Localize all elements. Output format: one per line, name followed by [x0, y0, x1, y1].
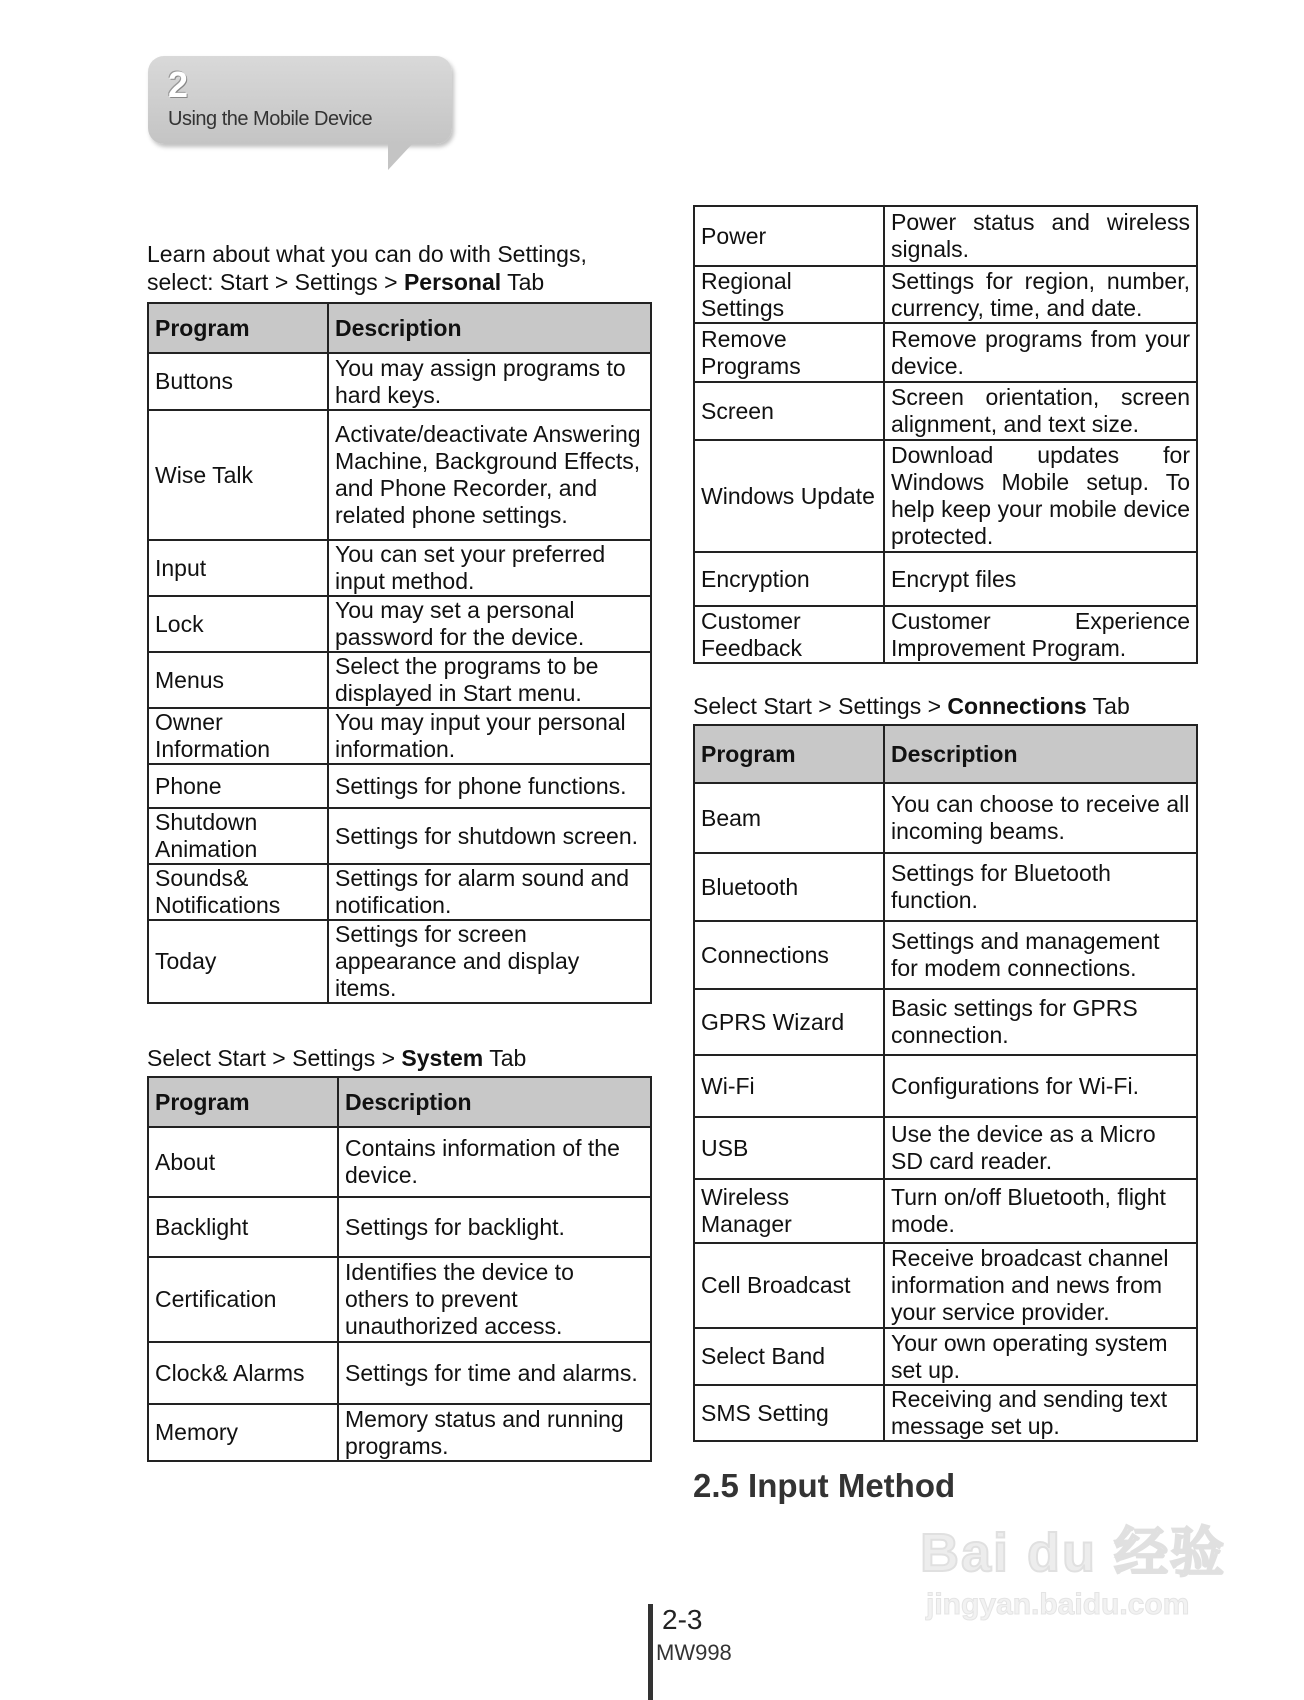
program-cell: Wireless Manager	[694, 1179, 884, 1243]
header-program: Program	[148, 303, 328, 353]
table-row	[148, 1342, 651, 1404]
personal-intro-suffix: Tab	[501, 269, 545, 295]
program-cell: Sounds& Notifications	[148, 864, 328, 920]
program-cell: Phone	[148, 764, 328, 808]
table-row	[694, 440, 1197, 552]
table-row	[694, 323, 1197, 382]
table-row	[148, 764, 651, 808]
table-row	[694, 1328, 1197, 1385]
table-row	[148, 1257, 651, 1342]
system-rows-continued	[694, 206, 1197, 663]
description-cell: Use the device as a Micro SD card reader.	[884, 1117, 1197, 1179]
watermark-url: jingyan.baidu.com	[926, 1588, 1190, 1621]
program-cell: Buttons	[148, 353, 328, 410]
table-row	[694, 606, 1197, 663]
header-program: Program	[694, 725, 884, 783]
header-description: Description	[884, 725, 1197, 783]
description-cell: Encrypt files	[884, 552, 1197, 606]
section-heading: 2.5 Input Method	[693, 1467, 956, 1504]
description-cell: Select the programs to be displayed in Start menu.	[328, 652, 651, 708]
description-cell: Turn on/off Bluetooth, flight mode.	[884, 1179, 1197, 1243]
program-cell: Encryption	[694, 552, 884, 606]
personal-rows	[148, 353, 651, 1003]
program-cell: Clock& Alarms	[148, 1342, 338, 1404]
personal-intro	[147, 240, 652, 296]
system-settings-table-continued	[693, 205, 1198, 664]
program-cell: Certification	[148, 1257, 338, 1342]
description-cell: You can set your preferred input method.	[328, 540, 651, 596]
table-row	[148, 808, 651, 864]
connections-settings-table	[693, 724, 1198, 1442]
program-cell: Select Band	[694, 1328, 884, 1385]
description-cell: Contains information of the device.	[338, 1127, 651, 1197]
program-cell: Shutdown Animation	[148, 808, 328, 864]
table-row	[694, 266, 1197, 323]
program-cell: Customer Feedback	[694, 606, 884, 663]
description-cell: Remove programs from your device.	[884, 323, 1197, 382]
table-row	[694, 1243, 1197, 1328]
description-cell: Customer Experience Improvement Program.	[884, 606, 1197, 663]
table-row	[148, 596, 651, 652]
program-cell: Power	[694, 206, 884, 266]
description-cell: Settings and management for modem connections.	[884, 921, 1197, 989]
system-caption-bold: System	[401, 1045, 484, 1071]
table-row	[148, 1127, 651, 1197]
spacer	[693, 664, 1198, 692]
table-row	[148, 1197, 651, 1257]
description-cell: Settings for backlight.	[338, 1197, 651, 1257]
description-cell: Memory status and running programs.	[338, 1404, 651, 1461]
table-row	[148, 920, 651, 1003]
system-caption-prefix: Select Start > Settings >	[147, 1045, 402, 1071]
program-cell: Menus	[148, 652, 328, 708]
description-cell: Settings for Bluetooth function.	[884, 853, 1197, 921]
personal-intro-prefix: select: Start > Settings >	[147, 269, 404, 295]
header-description: Description	[328, 303, 651, 353]
program-cell: Wi-Fi	[694, 1055, 884, 1117]
program-cell: Regional Settings	[694, 266, 884, 323]
program-cell: About	[148, 1127, 338, 1197]
description-cell: You can choose to receive all incoming beams.	[884, 783, 1197, 853]
chapter-badge	[148, 56, 452, 144]
footer-divider	[648, 1604, 653, 1700]
header-program: Program	[148, 1077, 338, 1127]
connections-caption-prefix: Select Start > Settings >	[693, 693, 948, 719]
description-cell: Settings for screen appearance and display items.	[328, 920, 651, 1003]
chapter-title: Using the Mobile Device	[168, 108, 373, 130]
description-cell: Basic settings for GPRS connection.	[884, 989, 1197, 1055]
table-row	[694, 206, 1197, 266]
connections-caption-suffix: Tab	[1086, 693, 1130, 719]
description-cell: You may set a personal password for the device.	[328, 596, 651, 652]
description-cell: Settings for alarm sound and notification.	[328, 864, 651, 920]
connections-rows	[694, 783, 1197, 1441]
description-cell: Receive broadcast channel information and news from your service provider.	[884, 1243, 1197, 1328]
watermark-logo-text: Bai du 经验	[920, 1523, 1227, 1583]
description-cell: Identifies the device to others to prevent unauthorized access.	[338, 1257, 651, 1342]
table-row	[148, 864, 651, 920]
model-number: MW998	[656, 1640, 732, 1665]
system-caption	[147, 1044, 652, 1072]
description-cell: Download updates for Windows Mobile setup. To help keep your mobile device protected.	[884, 440, 1197, 552]
table-row	[694, 989, 1197, 1055]
program-cell: Bluetooth	[694, 853, 884, 921]
description-cell: Your own operating system set up.	[884, 1328, 1197, 1385]
table-row	[148, 540, 651, 596]
page-number: 2-3	[662, 1604, 703, 1635]
program-cell: SMS Setting	[694, 1385, 884, 1441]
program-cell: Screen	[694, 382, 884, 440]
description-cell: Configurations for Wi-Fi.	[884, 1055, 1197, 1117]
chapter-number: 2	[168, 64, 189, 105]
program-cell: Today	[148, 920, 328, 1003]
table-row	[148, 410, 651, 540]
system-caption-suffix: Tab	[483, 1045, 527, 1071]
program-cell: Wise Talk	[148, 410, 328, 540]
table-row	[148, 1404, 651, 1461]
program-cell: Lock	[148, 596, 328, 652]
table-row	[148, 353, 651, 410]
right-column	[693, 205, 1198, 1504]
program-cell: Memory	[148, 1404, 338, 1461]
description-cell: You may assign programs to hard keys.	[328, 353, 651, 410]
program-cell: Owner Information	[148, 708, 328, 764]
table-row	[694, 1385, 1197, 1441]
program-cell: Cell Broadcast	[694, 1243, 884, 1328]
program-cell: USB	[694, 1117, 884, 1179]
program-cell: Connections	[694, 921, 884, 989]
system-rows	[148, 1127, 651, 1461]
baidu-watermark	[920, 1490, 1240, 1650]
program-cell: Backlight	[148, 1197, 338, 1257]
program-cell: Beam	[694, 783, 884, 853]
spacer	[147, 1004, 652, 1044]
connections-caption	[693, 692, 1198, 720]
header-description: Description	[338, 1077, 651, 1127]
personal-intro-bold: Personal	[403, 269, 502, 295]
left-column	[147, 240, 652, 1462]
table-row	[694, 1117, 1197, 1179]
connections-caption-bold: Connections	[947, 693, 1087, 719]
table-row	[694, 1179, 1197, 1243]
description-cell: Settings for region, number, currency, time, and date.	[884, 266, 1197, 323]
table-row	[148, 652, 651, 708]
table-row	[694, 1055, 1197, 1117]
table-row	[694, 921, 1197, 989]
description-cell: Screen orientation, screen alignment, and text size.	[884, 382, 1197, 440]
system-settings-table	[147, 1076, 652, 1462]
description-cell: You may input your personal information.	[328, 708, 651, 764]
description-cell: Activate/deactivate Answering Machine, Background Effects, and Phone Recorder, and related phone settings.	[328, 410, 651, 540]
table-row	[694, 552, 1197, 606]
table-row	[694, 853, 1197, 921]
description-cell: Settings for phone functions.	[328, 764, 651, 808]
table-row	[148, 708, 651, 764]
program-cell: Windows Update	[694, 440, 884, 552]
personal-intro-line1: Learn about what you can do with Settings,	[147, 241, 587, 267]
table-row	[694, 783, 1197, 853]
program-cell: Remove Programs	[694, 323, 884, 382]
program-cell: Input	[148, 540, 328, 596]
program-cell: GPRS Wizard	[694, 989, 884, 1055]
description-cell: Power status and wireless signals.	[884, 206, 1197, 266]
personal-settings-table	[147, 302, 652, 1004]
table-row	[694, 382, 1197, 440]
description-cell: Settings for shutdown screen.	[328, 808, 651, 864]
description-cell: Receiving and sending text message set up.	[884, 1385, 1197, 1441]
description-cell: Settings for time and alarms.	[338, 1342, 651, 1404]
